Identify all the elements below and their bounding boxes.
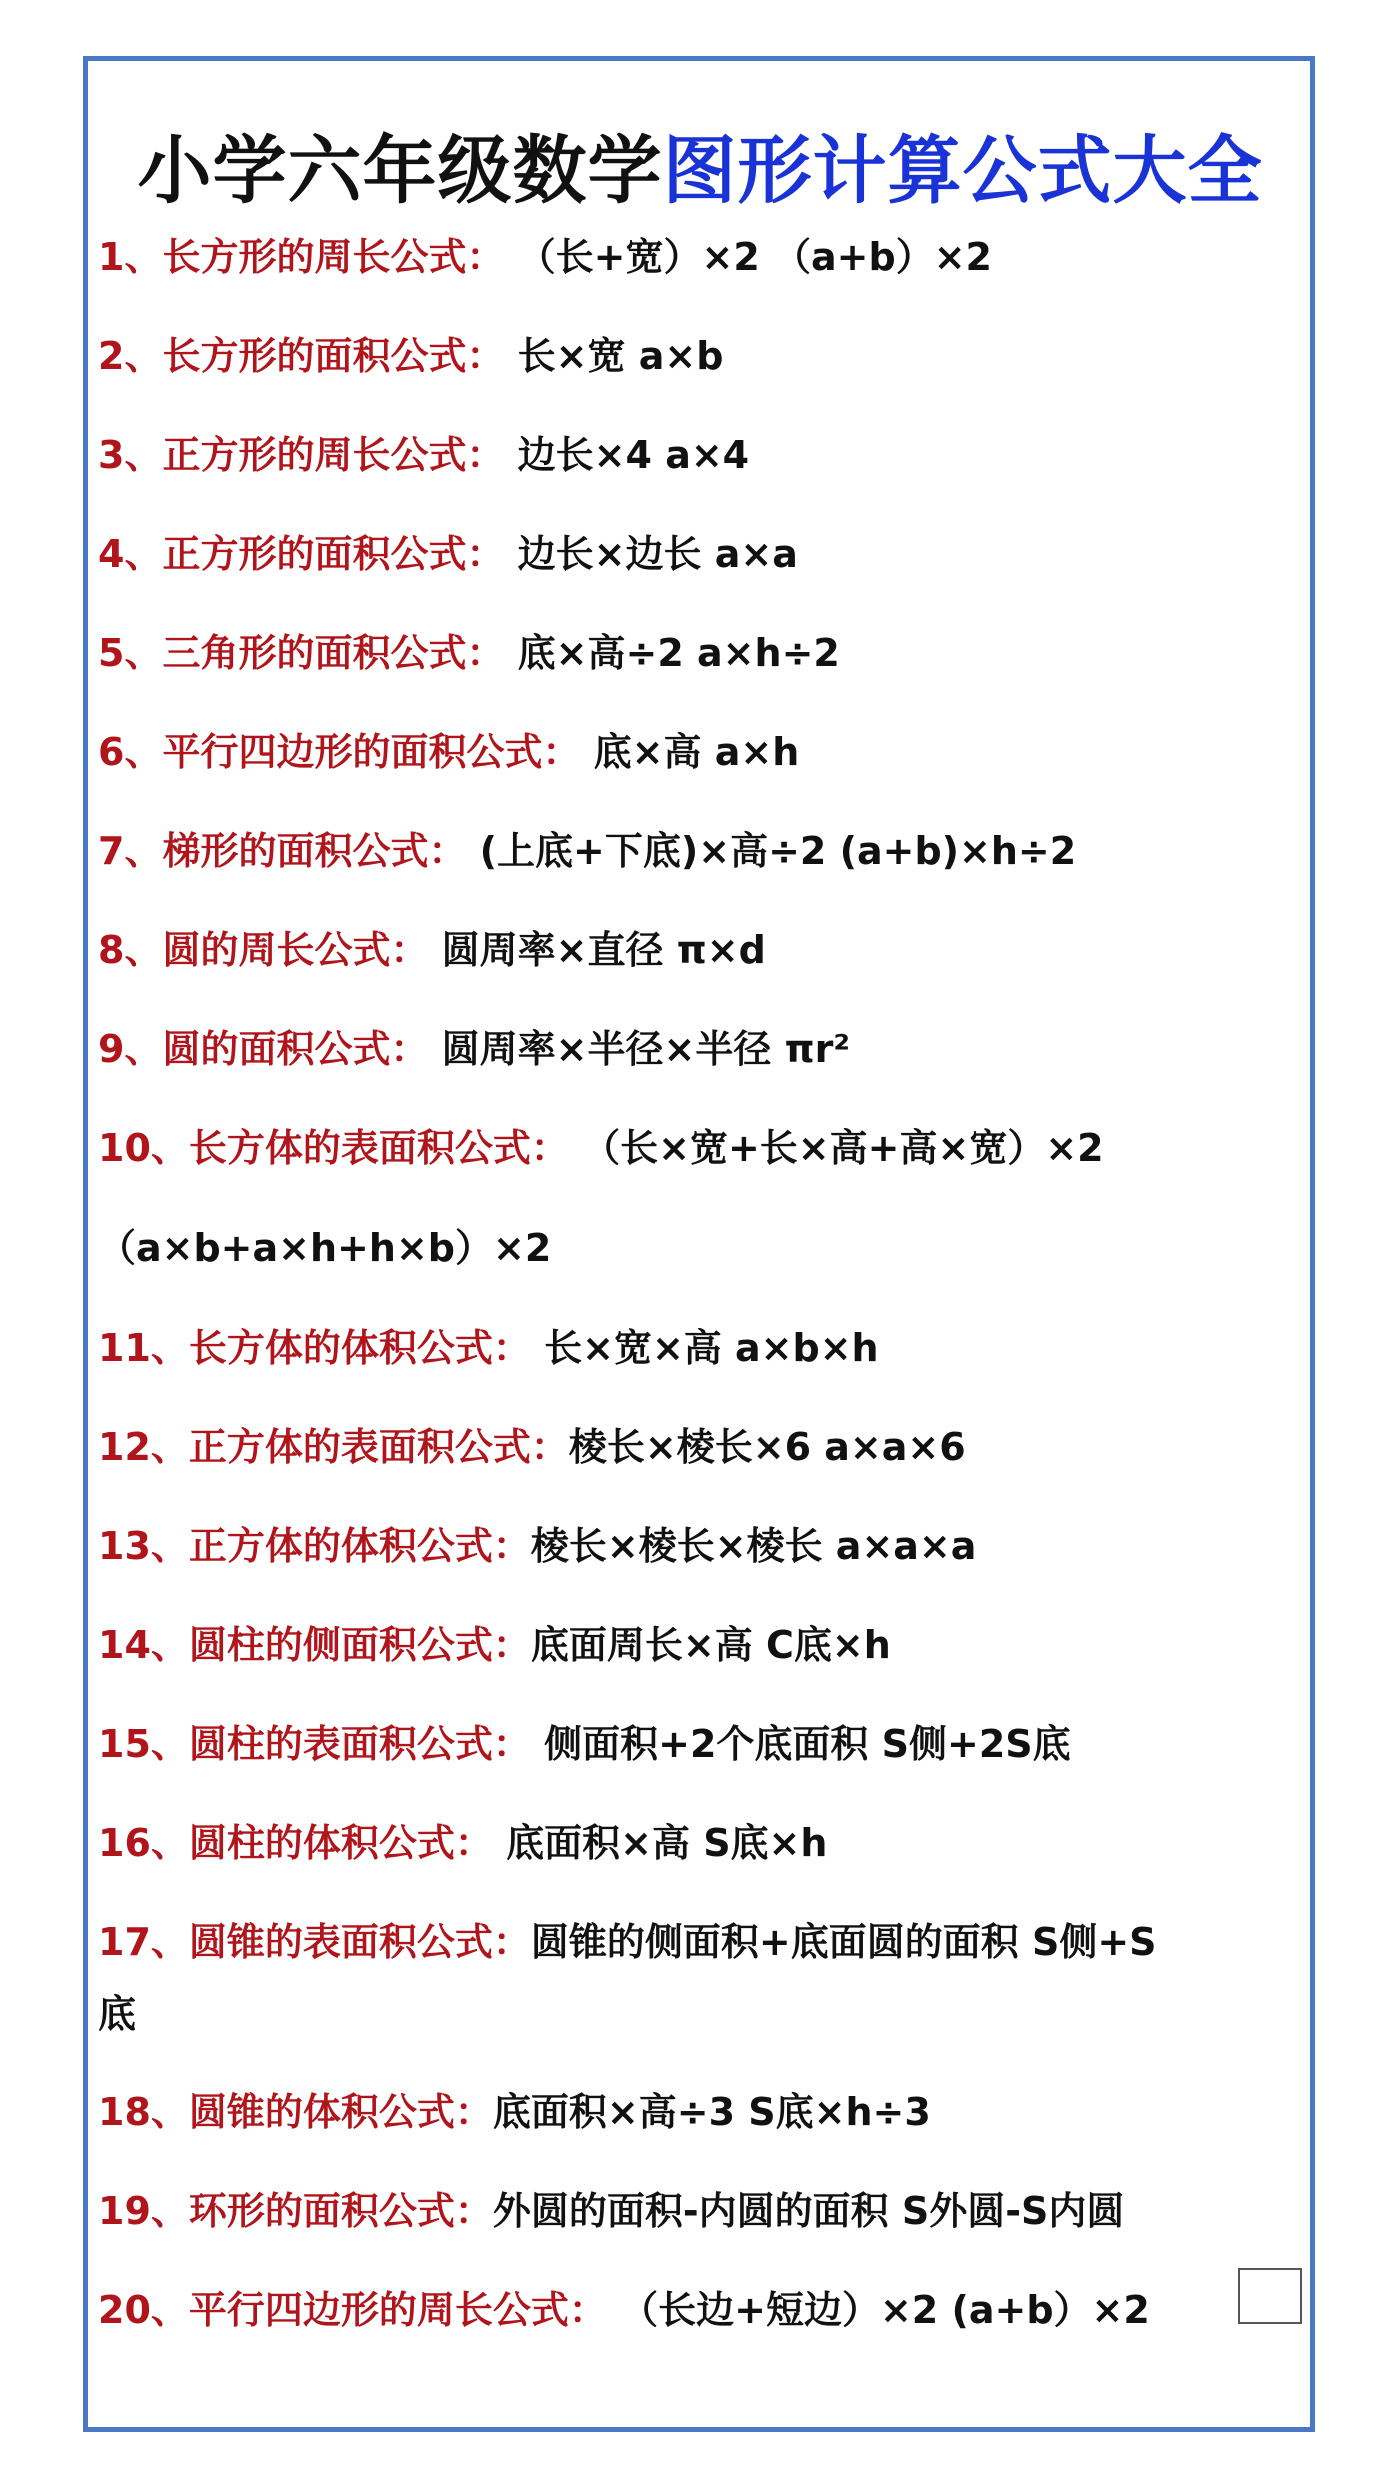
formula-label: 8、圆的周长公式：	[98, 928, 429, 972]
formula-label: 14、圆柱的侧面积公式：	[98, 1623, 531, 1667]
formula-text: （长边+短边）×2 (a+b）×2	[606, 2288, 1150, 2332]
formula-text: 侧面积+2个底面积 S侧+2S底	[530, 1722, 1071, 1766]
formula-text: 圆周率×直径 π×d	[428, 928, 766, 972]
formula-label: 3、正方形的周长公式：	[98, 433, 505, 477]
formula-line-14	[98, 1615, 1298, 1675]
formula-line-2	[98, 326, 1298, 386]
formula-label: 2、长方形的面积公式：	[98, 334, 505, 378]
formula-text: （长+宽）×2 （a+b）×2	[504, 235, 992, 279]
formula-line-17	[98, 1912, 1298, 1972]
formula-label: 13、正方体的体积公式：	[98, 1524, 531, 1568]
formula-label: 16、圆柱的体积公式：	[98, 1821, 493, 1865]
formula-text: 长×宽 a×b	[504, 334, 724, 378]
formula-line-19	[98, 2181, 1298, 2241]
formula-text: 底	[98, 1992, 137, 2036]
formula-line-6	[98, 722, 1298, 782]
formula-line-17-continued	[98, 1984, 1298, 2044]
formula-text: （长×宽+长×高+高×宽）×2	[568, 1126, 1104, 1170]
formula-label: 11、长方体的体积公式：	[98, 1326, 531, 1370]
formula-text: 底面积×高 S底×h	[492, 1821, 828, 1865]
formula-label: 6、平行四边形的面积公式：	[98, 730, 581, 774]
formula-line-4	[98, 524, 1298, 584]
formula-line-5	[98, 623, 1298, 683]
formula-label: 10、长方体的表面积公式：	[98, 1126, 569, 1170]
formula-text: 边长×边长 a×a	[504, 532, 798, 576]
formula-label: 12、正方体的表面积公式：	[98, 1425, 569, 1469]
formula-label: 18、圆锥的体积公式：	[98, 2090, 493, 2134]
formula-line-10	[98, 1118, 1298, 1178]
formula-text: 底×高÷2 a×h÷2	[504, 631, 840, 675]
formula-text: 底×高 a×h	[580, 730, 800, 774]
formula-label: 4、正方形的面积公式：	[98, 532, 505, 576]
formula-line-11	[98, 1318, 1298, 1378]
formula-line-18	[98, 2082, 1298, 2142]
title-black-part: 小学六年级数学	[137, 128, 663, 214]
formula-text: 圆锥的侧面积+底面圆的面积 S侧+S	[530, 1920, 1157, 1964]
text-cursor-box	[1238, 2268, 1302, 2324]
formula-text: 长×宽×高 a×b×h	[530, 1326, 879, 1370]
formula-label: 5、三角形的面积公式：	[98, 631, 505, 675]
formula-text: 圆周率×半径×半径 πr²	[428, 1027, 851, 1071]
formula-text: (上底+下底)×高÷2 (a+b)×h÷2	[466, 829, 1077, 873]
page-title	[0, 116, 1400, 226]
formula-label: 19、环形的面积公式：	[98, 2189, 493, 2233]
formula-line-7	[98, 821, 1298, 881]
formula-text: （a×b+a×h+h×b）×2	[98, 1226, 552, 1270]
formula-label: 9、圆的面积公式：	[98, 1027, 429, 1071]
formula-line-12	[98, 1417, 1298, 1477]
formula-line-10-continued	[98, 1218, 1298, 1278]
formula-line-16	[98, 1813, 1298, 1873]
formula-line-9	[98, 1019, 1298, 1079]
title-blue-part: 图形计算公式大全	[662, 128, 1263, 214]
formula-text: 棱长×棱长×6 a×a×6	[568, 1425, 966, 1469]
formula-label: 15、圆柱的表面积公式：	[98, 1722, 531, 1766]
formula-line-15	[98, 1714, 1298, 1774]
formula-label: 20、平行四边形的周长公式：	[98, 2288, 607, 2332]
formula-line-8	[98, 920, 1298, 980]
formula-text: 边长×4 a×4	[504, 433, 750, 477]
formula-text: 底面积×高÷3 S底×h÷3	[492, 2090, 931, 2134]
formula-line-20	[98, 2280, 1298, 2340]
formula-line-1	[98, 227, 1298, 287]
formula-text: 底面周长×高 C底×h	[530, 1623, 891, 1667]
formula-line-3	[98, 425, 1298, 485]
formula-label: 7、梯形的面积公式：	[98, 829, 467, 873]
formula-label: 17、圆锥的表面积公式：	[98, 1920, 531, 1964]
formula-label: 1、长方形的周长公式：	[98, 235, 505, 279]
formula-text: 棱长×棱长×棱长 a×a×a	[530, 1524, 977, 1568]
formula-text: 外圆的面积-内圆的面积 S外圆-S内圆	[492, 2189, 1125, 2233]
formula-line-13	[98, 1516, 1298, 1576]
